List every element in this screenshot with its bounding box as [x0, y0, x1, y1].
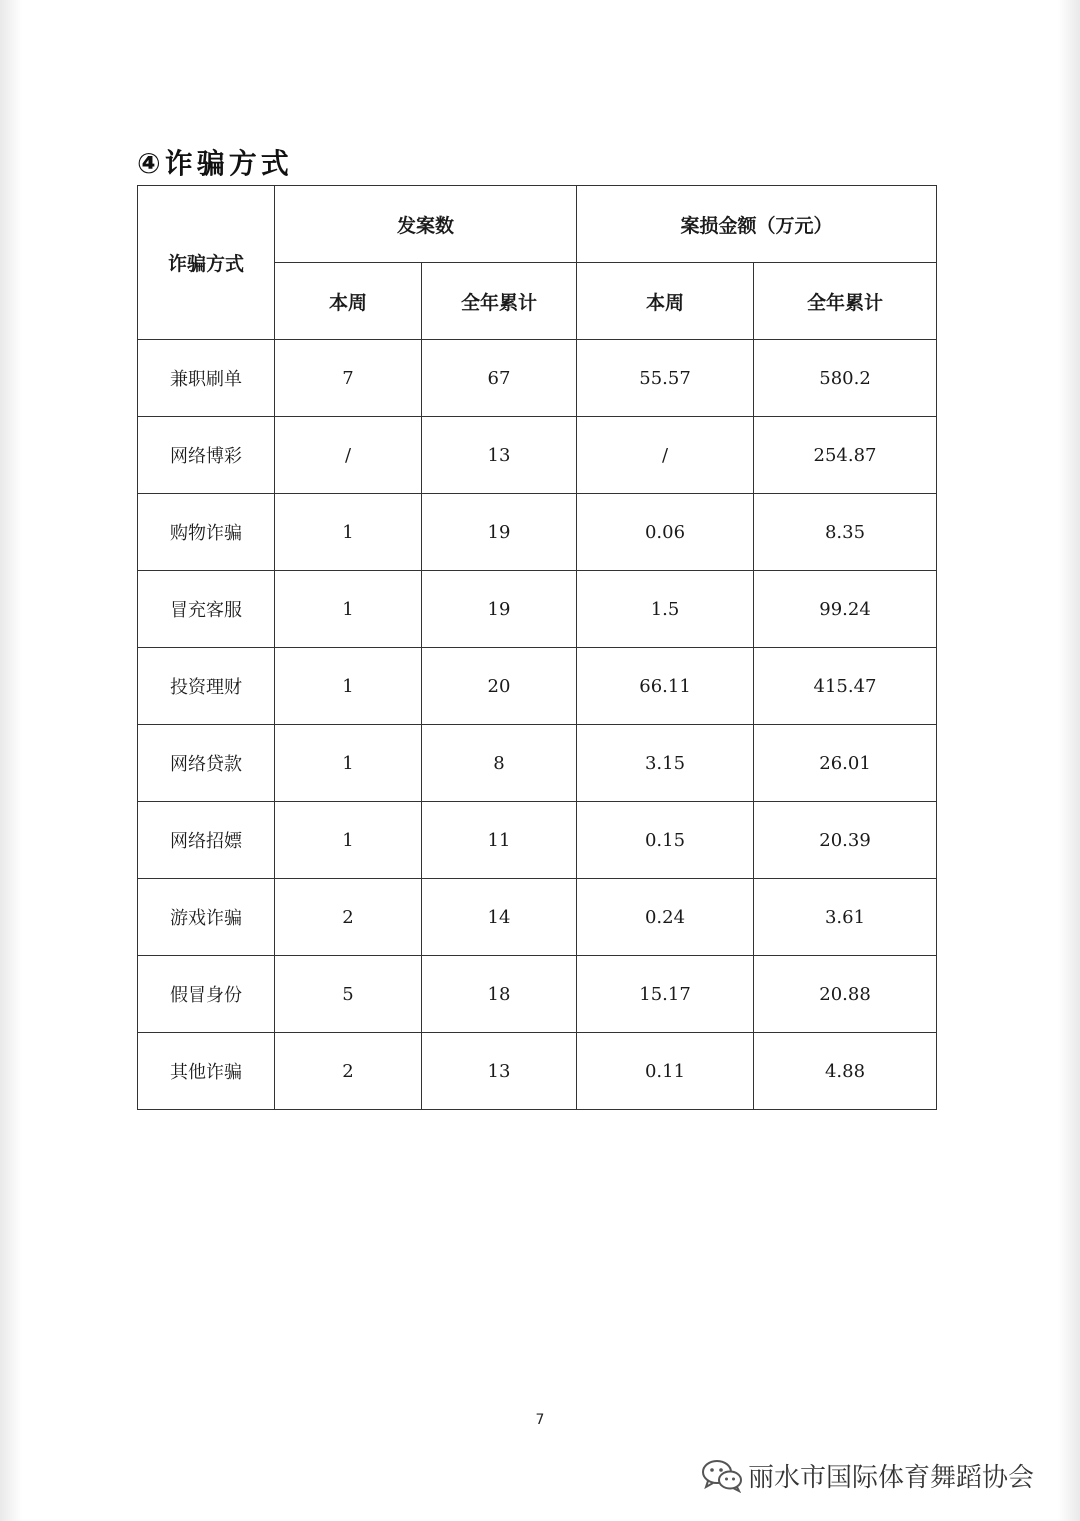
page-edge-left — [0, 0, 22, 1521]
cell-loss-year: 254.87 — [754, 417, 937, 494]
header-method: 诈骗方式 — [138, 186, 275, 340]
wechat-icon — [700, 1457, 744, 1493]
table-row — [138, 340, 937, 417]
header-cases-this-week: 本周 — [275, 263, 422, 340]
cell-method: 假冒身份 — [138, 956, 275, 1033]
page-edge-right — [1058, 0, 1080, 1521]
cell-cases-week: 1 — [275, 571, 422, 648]
cell-cases-year: 8 — [422, 725, 577, 802]
cell-method: 游戏诈骗 — [138, 879, 275, 956]
cell-cases-year: 19 — [422, 494, 577, 571]
cell-loss-year: 99.24 — [754, 571, 937, 648]
cell-cases-year: 67 — [422, 340, 577, 417]
cell-loss-week: 1.5 — [577, 571, 754, 648]
header-loss-this-week: 本周 — [577, 263, 754, 340]
cell-cases-week: 2 — [275, 1033, 422, 1110]
cell-loss-week: / — [577, 417, 754, 494]
cell-cases-week: 1 — [275, 494, 422, 571]
cell-cases-week: 1 — [275, 725, 422, 802]
cell-method: 兼职刷单 — [138, 340, 275, 417]
cell-loss-week: 15.17 — [577, 956, 754, 1033]
cell-loss-week: 0.06 — [577, 494, 754, 571]
cell-cases-year: 13 — [422, 417, 577, 494]
cell-method: 投资理财 — [138, 648, 275, 725]
cell-cases-week: 5 — [275, 956, 422, 1033]
cell-loss-year: 20.88 — [754, 956, 937, 1033]
header-cases: 发案数 — [275, 186, 577, 263]
cell-method: 冒充客服 — [138, 571, 275, 648]
table-row — [138, 648, 937, 725]
cell-cases-week: 1 — [275, 648, 422, 725]
cell-cases-year: 18 — [422, 956, 577, 1033]
cell-cases-week: / — [275, 417, 422, 494]
cell-loss-week: 3.15 — [577, 725, 754, 802]
table-row — [138, 956, 937, 1033]
cell-method: 网络贷款 — [138, 725, 275, 802]
table-row — [138, 417, 937, 494]
cell-method: 其他诈骗 — [138, 1033, 275, 1110]
cell-cases-week: 2 — [275, 879, 422, 956]
cell-loss-week: 66.11 — [577, 648, 754, 725]
cell-cases-year: 11 — [422, 802, 577, 879]
cell-loss-year: 20.39 — [754, 802, 937, 879]
section-heading: ④诈骗方式 — [137, 147, 293, 180]
cell-loss-year: 415.47 — [754, 648, 937, 725]
cell-method: 网络博彩 — [138, 417, 275, 494]
cell-loss-week: 0.11 — [577, 1033, 754, 1110]
cell-method: 购物诈骗 — [138, 494, 275, 571]
cell-loss-year: 4.88 — [754, 1033, 937, 1110]
cell-cases-year: 19 — [422, 571, 577, 648]
watermark-text: 丽水市国际体育舞蹈协会 — [748, 1462, 1035, 1493]
cell-loss-year: 3.61 — [754, 879, 937, 956]
cell-cases-week: 7 — [275, 340, 422, 417]
table-row — [138, 879, 937, 956]
cell-cases-year: 20 — [422, 648, 577, 725]
cell-method: 网络招嫖 — [138, 802, 275, 879]
cell-loss-year: 580.2 — [754, 340, 937, 417]
header-loss-year-total: 全年累计 — [754, 263, 937, 340]
cell-loss-week: 0.24 — [577, 879, 754, 956]
table-row — [138, 571, 937, 648]
header-loss: 案损金额（万元） — [577, 186, 937, 263]
cell-cases-year: 13 — [422, 1033, 577, 1110]
table-row — [138, 802, 937, 879]
cell-loss-year: 8.35 — [754, 494, 937, 571]
table-header-row-1 — [138, 186, 937, 263]
cell-loss-week: 55.57 — [577, 340, 754, 417]
table-row — [138, 494, 937, 571]
page-number: 7 — [535, 1412, 545, 1428]
fraud-method-table — [137, 185, 937, 1110]
cell-loss-week: 0.15 — [577, 802, 754, 879]
cell-cases-year: 14 — [422, 879, 577, 956]
table-row — [138, 725, 937, 802]
table-row — [138, 1033, 937, 1110]
cell-cases-week: 1 — [275, 802, 422, 879]
watermark — [700, 1455, 1034, 1495]
header-cases-year-total: 全年累计 — [422, 263, 577, 340]
cell-loss-year: 26.01 — [754, 725, 937, 802]
